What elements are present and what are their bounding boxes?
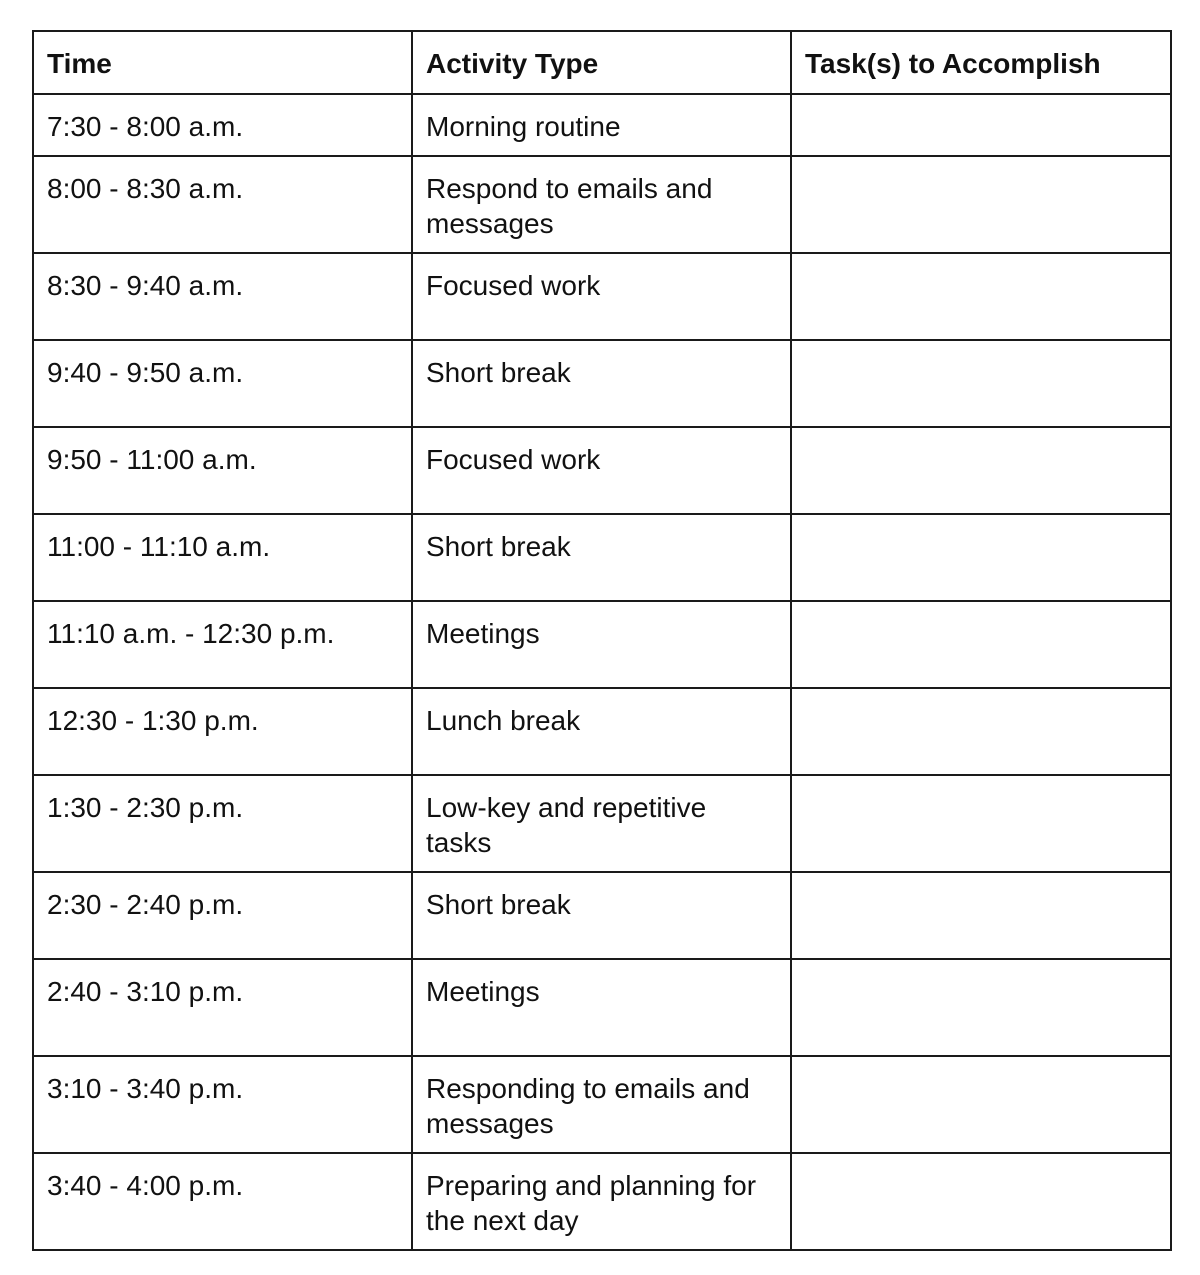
table-row bbox=[33, 872, 1171, 959]
table-row bbox=[33, 1056, 1171, 1153]
task-cell[interactable] bbox=[791, 775, 1171, 872]
table-row bbox=[33, 688, 1171, 775]
schedule-table bbox=[32, 30, 1172, 1251]
table-header-row bbox=[33, 31, 1171, 94]
time-cell: 9:40 - 9:50 a.m. bbox=[33, 340, 412, 427]
task-cell[interactable] bbox=[791, 872, 1171, 959]
time-cell: 11:00 - 11:10 a.m. bbox=[33, 514, 412, 601]
time-cell: 3:10 - 3:40 p.m. bbox=[33, 1056, 412, 1153]
table-row bbox=[33, 340, 1171, 427]
activity-cell: Meetings bbox=[412, 601, 791, 688]
time-cell: 7:30 - 8:00 a.m. bbox=[33, 94, 412, 156]
table-row bbox=[33, 253, 1171, 340]
time-cell: 12:30 - 1:30 p.m. bbox=[33, 688, 412, 775]
header-time: Time bbox=[33, 31, 412, 94]
header-activity-type: Activity Type bbox=[412, 31, 791, 94]
time-cell: 8:30 - 9:40 a.m. bbox=[33, 253, 412, 340]
activity-cell: Morning routine bbox=[412, 94, 791, 156]
activity-cell: Short break bbox=[412, 872, 791, 959]
task-cell[interactable] bbox=[791, 514, 1171, 601]
task-cell[interactable] bbox=[791, 156, 1171, 253]
time-cell: 1:30 - 2:30 p.m. bbox=[33, 775, 412, 872]
time-cell: 8:00 - 8:30 a.m. bbox=[33, 156, 412, 253]
task-cell[interactable] bbox=[791, 688, 1171, 775]
table-row bbox=[33, 1153, 1171, 1250]
task-cell[interactable] bbox=[791, 1153, 1171, 1250]
time-cell: 3:40 - 4:00 p.m. bbox=[33, 1153, 412, 1250]
activity-cell: Meetings bbox=[412, 959, 791, 1056]
activity-cell: Responding to emails and messages bbox=[412, 1056, 791, 1153]
table-row bbox=[33, 427, 1171, 514]
activity-cell: Short break bbox=[412, 340, 791, 427]
task-cell[interactable] bbox=[791, 427, 1171, 514]
time-cell: 2:30 - 2:40 p.m. bbox=[33, 872, 412, 959]
table-row bbox=[33, 775, 1171, 872]
task-cell[interactable] bbox=[791, 601, 1171, 688]
activity-cell: Short break bbox=[412, 514, 791, 601]
task-cell[interactable] bbox=[791, 340, 1171, 427]
table-row bbox=[33, 156, 1171, 253]
time-cell: 11:10 a.m. - 12:30 p.m. bbox=[33, 601, 412, 688]
activity-cell: Preparing and planning for the next day bbox=[412, 1153, 791, 1250]
time-cell: 9:50 - 11:00 a.m. bbox=[33, 427, 412, 514]
table-row bbox=[33, 94, 1171, 156]
table-row bbox=[33, 514, 1171, 601]
activity-cell: Focused work bbox=[412, 253, 791, 340]
task-cell[interactable] bbox=[791, 1056, 1171, 1153]
task-cell[interactable] bbox=[791, 253, 1171, 340]
table-row bbox=[33, 601, 1171, 688]
activity-cell: Lunch break bbox=[412, 688, 791, 775]
time-cell: 2:40 - 3:10 p.m. bbox=[33, 959, 412, 1056]
task-cell[interactable] bbox=[791, 959, 1171, 1056]
activity-cell: Low-key and repetitive tasks bbox=[412, 775, 791, 872]
activity-cell: Respond to emails and messages bbox=[412, 156, 791, 253]
activity-cell: Focused work bbox=[412, 427, 791, 514]
header-tasks-to-accomplish: Task(s) to Accomplish bbox=[791, 31, 1171, 94]
task-cell[interactable] bbox=[791, 94, 1171, 156]
table-row bbox=[33, 959, 1171, 1056]
